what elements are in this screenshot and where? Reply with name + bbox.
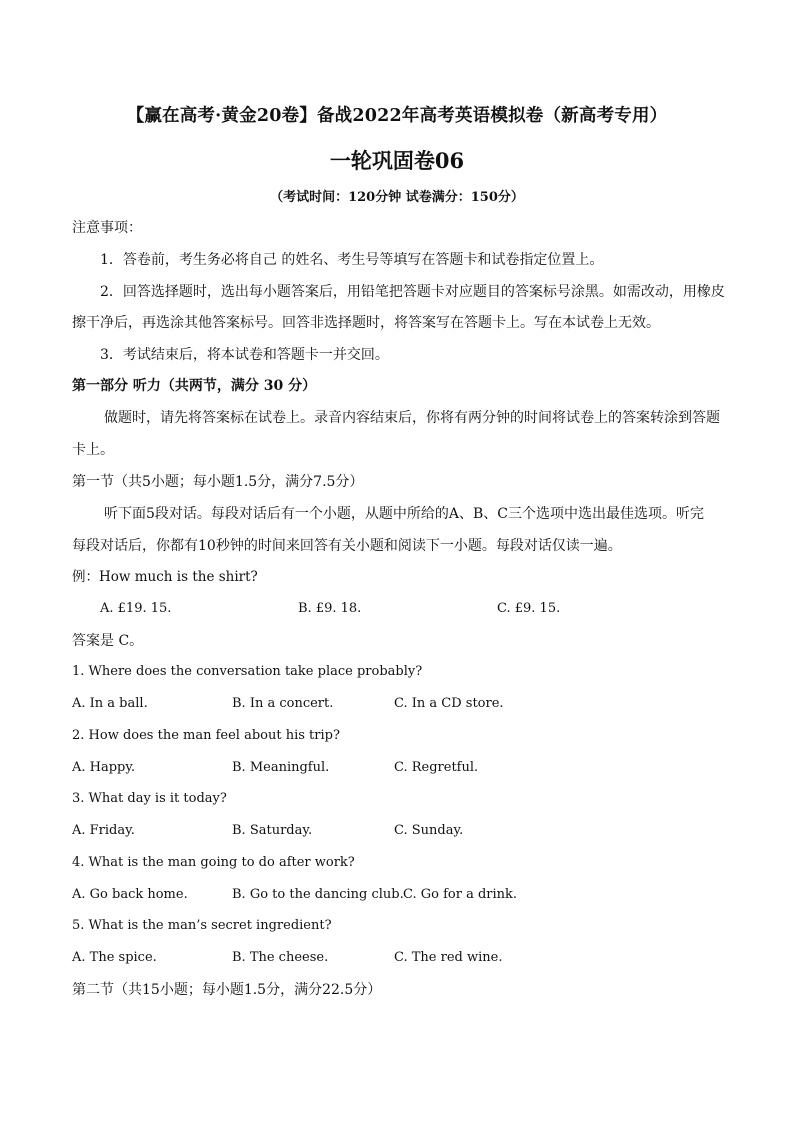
section1-instruction-line2: 每段对话后，你都有10秒钟的时间来回答有关小题和阅读下一小题。每段对话仅读一遍。 [72,538,622,554]
part1-instruction-line1: 做题时，请先将答案标在试卷上。录音内容结束后，你将有两分钟的时间将试卷上的答案转涂到答题 [104,410,720,426]
question-5: 5. What is the man’s secret ingredient? [72,918,332,933]
question-4-option-a: A. Go back home. [72,887,188,902]
question-4-option-c: C. Go for a drink. [403,887,518,902]
question-2-option-c: C. Regretful. [394,760,479,775]
question-2-option-a: A. Happy. [72,760,136,775]
question-5-option-a: A. The spice. [72,950,157,965]
section1-heading: 第一节（共5小题；每小题1.5分，满分7.5分） [72,474,364,490]
exam-title: 【赢在高考·黄金20卷】备战2022年高考英语模拟卷（新高考专用） [126,106,668,126]
note-item-2-cont: 擦干净后，再选涂其他答案标号。回答非选择题时，将答案写在答题卡上。写在本试卷上无效。 [72,315,660,331]
note-item-3: 3．考试结束后，将本试卷和答题卡一并交回。 [100,347,389,363]
note-item-2: 2．回答选择题时，选出每小题答案后，用铅笔把答题卡对应题目的答案标号涂黑。如需改动，用橡皮 [100,284,725,300]
question-3-option-a: A. Friday. [72,823,135,838]
question-1-option-a: A. In a ball. [72,696,148,711]
question-4: 4. What is the man going to do after work? [72,855,355,870]
exam-subtitle: 一轮巩固卷06 [329,148,465,173]
question-1-option-c: C. In a CD store. [394,696,504,711]
question-2: 2. How does the man feel about his trip? [72,728,340,743]
exam-info: （考试时间：120分钟 试卷满分：150分） [270,190,524,205]
question-3: 3. What day is it today? [72,791,227,806]
example-answer: 答案是 C。 [72,633,144,649]
part1-instruction-line2: 卡上。 [72,442,114,458]
note-item-1: 1．答卷前，考生务必将自己 的姓名、考生号等填写在答题卡和试卷指定位置上。 [100,252,604,268]
question-5-option-c: C. The red wine. [394,950,503,965]
notes-heading: 注意事项： [72,220,142,236]
question-3-option-b: B. Saturday. [232,823,313,838]
question-1: 1. Where does the conversation take place probably? [72,664,423,679]
section1-instruction-line1: 听下面5段对话。每段对话后有一个小题，从题中所给的A、B、C三个选项中选出最佳选项。听完 [104,506,705,522]
part1-heading: 第一部分 听力（共两节，满分 30 分） [72,378,317,394]
example-option-c: C. £9. 15. [497,601,561,616]
question-3-option-c: C. Sunday. [394,823,464,838]
question-1-option-b: B. In a concert. [232,696,334,711]
section2-heading: 第二节（共15小题；每小题1.5分，满分22.5分） [72,982,382,998]
question-4-option-b: B. Go to the dancing club. [232,887,404,902]
question-2-option-b: B. Meaningful. [232,760,330,775]
example-question: 例：How much is the shirt? [72,569,258,585]
example-option-b: B. £9. 18. [298,601,362,616]
example-option-a: A. £19. 15. [100,601,172,616]
question-5-option-b: B. The cheese. [232,950,329,965]
